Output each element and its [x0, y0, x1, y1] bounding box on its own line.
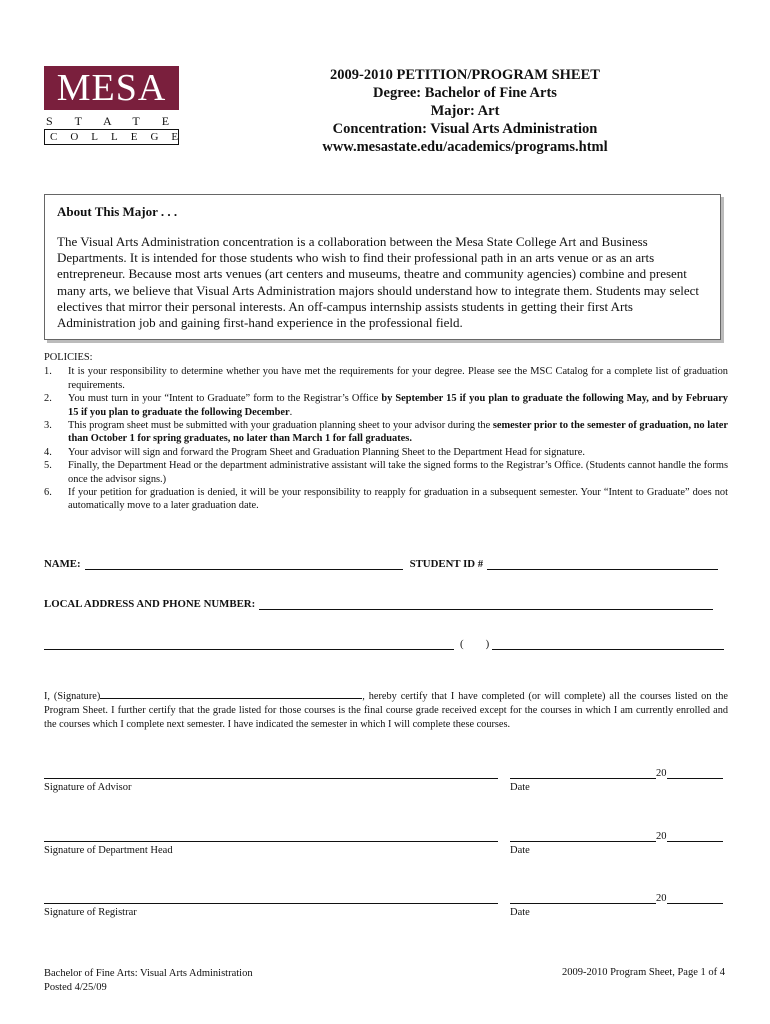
year-line — [667, 767, 723, 779]
policy-item — [44, 419, 728, 446]
policy-item — [44, 446, 728, 459]
footer-left — [44, 967, 253, 995]
policy-item — [44, 392, 728, 419]
student-id-field[interactable] — [487, 558, 718, 570]
year-prefix: 20 — [656, 768, 667, 779]
policies-heading: POLICIES: — [44, 352, 93, 363]
address-label: LOCAL ADDRESS AND PHONE NUMBER: — [44, 598, 256, 610]
policy-item — [44, 486, 728, 513]
document-header — [290, 66, 640, 156]
department-head-signature-field[interactable] — [44, 841, 498, 842]
logo-college: COLLEGE — [44, 129, 179, 145]
college-logo — [44, 66, 192, 144]
about-box — [44, 194, 721, 340]
department-head-date-field[interactable] — [510, 830, 726, 842]
footer-page-info: 2009-2010 Program Sheet, Page 1 of 4 — [561, 967, 725, 978]
address-phone-row — [44, 638, 728, 650]
certification-signature-field[interactable] — [100, 689, 362, 699]
certification-statement — [44, 689, 728, 732]
header-concentration: Concentration: Visual Arts Administration — [332, 121, 598, 137]
date-line — [510, 767, 656, 779]
footer-program: Bachelor of Fine Arts: Visual Arts Administration — [44, 968, 253, 979]
header-url: www.mesastate.edu/academics/programs.html — [322, 139, 608, 155]
department-head-signature-label: Signature of Department Head — [44, 845, 173, 856]
about-title: About This Major . . . — [57, 204, 178, 219]
policy-deadline: semester prior to the semester of graduation, no later than October 1 for spring graduates, no later than March 1 for fall graduates. — [68, 420, 728, 445]
phone-paren-open: ( — [460, 638, 464, 650]
policies-section — [44, 351, 728, 513]
policy-item — [44, 459, 728, 486]
address-field[interactable] — [259, 598, 713, 610]
header-major: Major: Art — [430, 103, 500, 119]
name-row — [44, 558, 728, 570]
about-text: The Visual Arts Administration concentration is a collaboration between the Mesa State College Art and Business Departments. It is intended for those students who wish to find their professional path in an arts venue or as an arts entrepreneur. Because most arts venues (art centers and museums, theatre and community agencies) combine and present many arts, we believe that Visual Arts Administration majors should understand how to integrate them. Students may select electives that mirror their personal interests. An off-campus internship assists students in getting their first Arts Administration job and gaining first-hand experience in the professional field. — [57, 234, 700, 331]
name-label: NAME: — [44, 558, 81, 570]
year-prefix: 20 — [656, 831, 667, 842]
header-degree: Degree: Bachelor of Fine Arts — [373, 85, 557, 101]
logo-mesa: MESA — [44, 66, 179, 110]
phone-paren-close: ) — [485, 638, 490, 650]
advisor-date-label: Date — [510, 782, 530, 793]
name-field[interactable] — [85, 558, 403, 570]
registrar-signature-label: Signature of Registrar — [44, 907, 137, 918]
policy-number: 3. — [44, 420, 52, 432]
registrar-date-label: Date — [510, 907, 530, 918]
address-line2-field[interactable] — [44, 638, 454, 650]
registrar-date-field[interactable] — [510, 892, 726, 904]
student-id-label: STUDENT ID # — [409, 558, 484, 570]
year-line — [667, 892, 723, 904]
policy-text: Your advisor will sign and forward the Program Sheet and Graduation Planning Sheet to the Department Head for signature. — [68, 446, 585, 458]
phone-field[interactable] — [492, 638, 724, 650]
certification-prefix: I, (Signature) — [44, 691, 101, 702]
header-title: 2009-2010 PETITION/PROGRAM SHEET — [330, 67, 600, 83]
advisor-signature-label: Signature of Advisor — [44, 782, 132, 793]
policy-number: 4. — [44, 446, 52, 458]
department-head-date-label: Date — [510, 845, 530, 856]
policy-number: 2. — [44, 393, 52, 405]
policy-text: Finally, the Department Head or the department administrative assistant will take the signed forms to the Registrar’s Office. (Students cannot handle the forms once the advisor signs.) — [68, 460, 728, 485]
policy-text: If your petition for graduation is denied, it will be your responsibility to reapply for graduation in a subsequent semester. Your “Intent to Graduate” does not automatically move to a later graduation date. — [68, 487, 728, 512]
policy-text: You must turn in your “Intent to Graduate” form to the Registrar’s Office — [68, 393, 382, 405]
policy-number: 6. — [44, 487, 52, 499]
logo-state: STATE — [46, 114, 192, 128]
policy-text-end: . — [289, 406, 293, 418]
year-prefix: 20 — [656, 893, 667, 904]
policy-number: 1. — [44, 366, 52, 378]
policy-deadline: by September 15 if you plan to graduate the following May, and by February 15 if you plan to graduate the following December — [68, 393, 729, 418]
address-row — [44, 598, 728, 610]
date-line — [510, 892, 656, 904]
policy-text: This program sheet must be submitted with your graduation planning sheet to your advisor during the — [68, 420, 493, 432]
certification-text: , hereby certify that I have completed (or will complete) all the courses listed on the Program Sheet. I further certify that the grade listed for those courses is the final course grade received except for the courses in which I am currently enrolled and the courses which I complete next semester. I have indicated the semester in which I will complete these courses. — [44, 691, 728, 730]
footer-posted: Posted 4/25/09 — [44, 982, 107, 993]
registrar-signature-field[interactable] — [44, 903, 498, 904]
policy-text: It is your responsibility to determine whether you have met the requirements for your degree. Please see the MSC Catalog for a complete list of graduation requirements. — [68, 366, 728, 391]
date-line — [510, 830, 656, 842]
policy-number: 5. — [44, 460, 52, 472]
advisor-signature-field[interactable] — [44, 778, 498, 779]
year-line — [667, 830, 723, 842]
policy-item — [44, 365, 728, 392]
advisor-date-field[interactable] — [510, 767, 726, 779]
